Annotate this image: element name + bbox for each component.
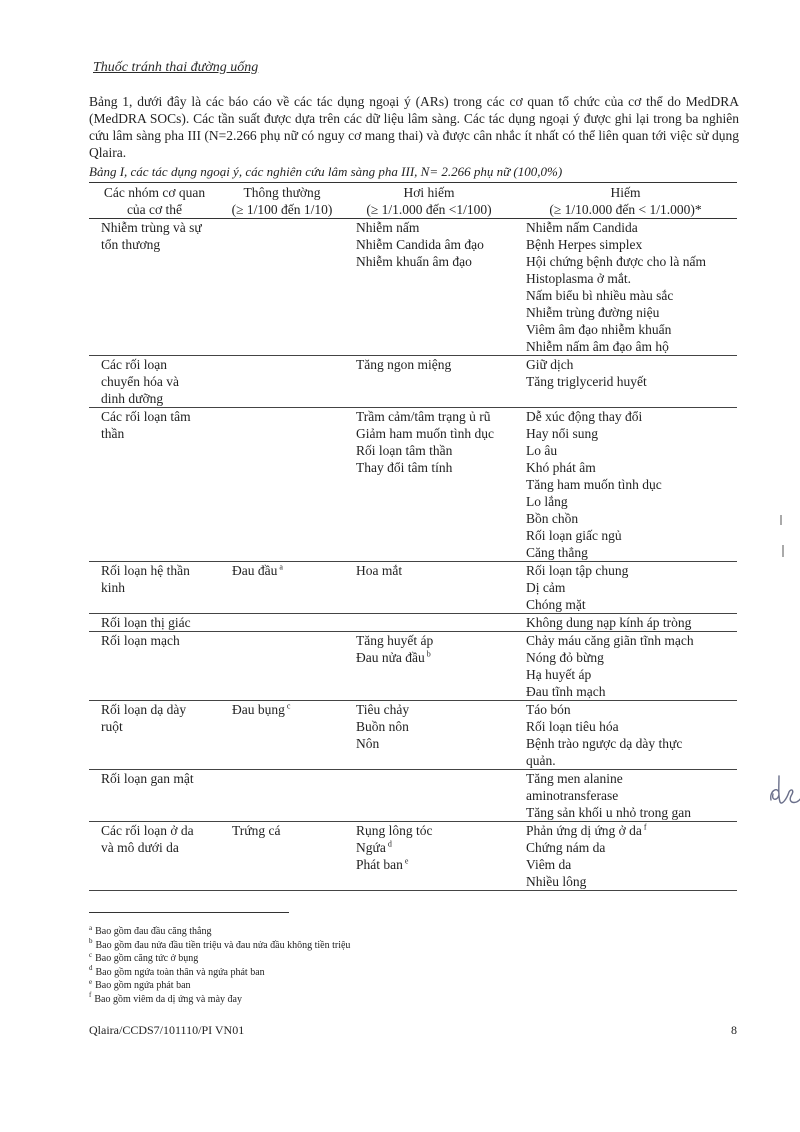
footnote-marker: a	[277, 562, 283, 572]
item-text: Chứng nám da	[526, 840, 606, 855]
table-header-row	[89, 183, 737, 219]
table-row	[89, 219, 737, 356]
item-text: Các rối loạn tâm	[101, 409, 191, 424]
footnote-item	[89, 993, 350, 1007]
header-uncommon	[344, 183, 514, 219]
item-text: Đau đầu	[232, 563, 278, 578]
item-text: Rối loạn mạch	[101, 633, 180, 648]
adverse-reaction-item	[526, 718, 735, 735]
organ-class-text	[101, 236, 218, 253]
item-text: Chóng mặt	[526, 597, 586, 612]
header-line: (≥ 1/1.000 đến <1/100)	[366, 202, 492, 217]
adverse-reaction-item	[526, 236, 735, 253]
item-text: Bồn chồn	[526, 511, 579, 526]
uncommon-cell	[344, 632, 514, 701]
header-organ-class	[89, 183, 220, 219]
footnote-text: Bao gồm đau nửa đầu tiền triệu và đau nửa đầu không tiền triệu	[95, 939, 351, 951]
adverse-reaction-item	[526, 527, 735, 544]
footnote-text: Bao gồm đau đầu căng thẳng	[95, 926, 212, 937]
organ-class-cell	[89, 562, 220, 614]
adverse-reactions-table	[89, 182, 737, 891]
organ-class-text	[101, 614, 218, 631]
common-cell	[220, 356, 344, 408]
organ-class-text	[101, 356, 218, 373]
footnote-item	[89, 979, 350, 993]
item-text: Lo lắng	[526, 494, 568, 509]
organ-class-cell	[89, 822, 220, 891]
organ-class-text	[101, 579, 218, 596]
adverse-reaction-item	[526, 321, 735, 338]
adverse-reaction-item	[526, 425, 735, 442]
table-row	[89, 770, 737, 822]
organ-class-cell	[89, 632, 220, 701]
item-text: Buồn nôn	[356, 719, 409, 734]
adverse-reaction-item	[356, 822, 512, 839]
common-cell	[220, 701, 344, 770]
item-text: Thay đổi tâm tính	[356, 460, 453, 475]
adverse-reaction-item	[356, 425, 512, 442]
adverse-reaction-item	[526, 287, 735, 304]
item-text: Phản ứng dị ứng ở da	[526, 823, 642, 838]
item-text: Rối loạn hệ thần	[101, 563, 190, 578]
item-text: Rụng lông tóc	[356, 823, 433, 838]
header-rare	[514, 183, 737, 219]
adverse-reaction-item	[526, 666, 735, 683]
footnote-marker: b	[424, 649, 431, 659]
item-text: Tiêu chảy	[356, 702, 410, 717]
item-text: Rối loạn gan mật	[101, 771, 194, 786]
adverse-reaction-item	[526, 873, 735, 890]
adverse-reaction-item	[526, 822, 735, 839]
item-text: Viêm âm đạo nhiễm khuẩn	[526, 322, 672, 337]
item-text: Nhiều lông	[526, 874, 587, 889]
footnote-divider	[89, 912, 289, 913]
rare-cell	[514, 219, 737, 356]
table-row	[89, 822, 737, 891]
item-text: ruột	[101, 719, 123, 734]
rare-cell	[514, 614, 737, 632]
adverse-reaction-item	[526, 459, 735, 476]
footnote-mark: f	[89, 991, 92, 1000]
adverse-reaction-item	[526, 562, 735, 579]
common-cell	[220, 408, 344, 562]
item-text: Dị cảm	[526, 580, 566, 595]
rare-cell	[514, 632, 737, 701]
adverse-reaction-item	[356, 735, 512, 752]
item-text: Nôn	[356, 736, 380, 751]
organ-class-text	[101, 390, 218, 407]
footnote-text: Bao gồm ngứa toàn thân và ngứa phát ban	[95, 966, 265, 978]
adverse-reaction-item	[232, 562, 342, 579]
common-cell	[220, 822, 344, 891]
item-text: Nhiễm khuẩn âm đạo	[356, 254, 472, 269]
header-line: Các nhóm cơ quan	[103, 185, 206, 200]
footnote-mark: a	[89, 923, 93, 932]
adverse-reaction-item	[526, 304, 735, 321]
uncommon-cell	[344, 822, 514, 891]
item-text: kinh	[101, 580, 126, 595]
organ-class-text	[101, 632, 218, 649]
footnote-text: Bao gồm viêm da dị ứng và mày đay	[94, 993, 242, 1005]
footnote-marker: c	[284, 701, 291, 711]
adverse-reaction-item	[526, 596, 735, 613]
header-line: của cơ thể	[126, 202, 183, 217]
organ-class-cell	[89, 408, 220, 562]
adverse-reaction-item	[356, 649, 512, 666]
adverse-reaction-item	[356, 253, 512, 270]
item-text: Đau tĩnh mạch	[526, 684, 606, 699]
adverse-reaction-item	[356, 356, 512, 373]
footnotes-list	[89, 925, 350, 1006]
adverse-reaction-item	[356, 219, 512, 236]
footnote-marker: e	[402, 856, 409, 866]
table-row	[89, 614, 737, 632]
item-text: Viêm da	[526, 857, 572, 872]
item-text: Trầm cảm/tâm trạng ủ rũ	[356, 409, 491, 424]
table-row	[89, 701, 737, 770]
handwritten-initials-signature	[765, 770, 800, 810]
adverse-reaction-item	[356, 442, 512, 459]
item-text: Bệnh Herpes simplex	[526, 237, 643, 252]
adverse-reaction-item	[526, 579, 735, 596]
intro-paragraph: Bảng 1, dưới đây là các báo cáo về các tác dụng ngoại ý (ARs) trong các cơ quan tổ chức của cơ thể do MedDRA (MedDRA SOCs). Các tần suất được dựa trên các dữ liệu lâm sàng. Các tác dụng ngoại ý được ghi lại trong ba nghiên cứu lâm sàng pha III (N=2.266 phụ nữ có nguy cơ mang thai) và được cân nhắc ít nhất có thể liên quan tới việc sử dụng Qlaira.	[89, 94, 739, 160]
footnote-text: Bao gồm ngứa phát ban	[95, 980, 191, 991]
table-row	[89, 408, 737, 562]
item-text: thần	[101, 426, 125, 441]
adverse-reaction-item	[356, 408, 512, 425]
item-text: Các rối loạn	[101, 357, 167, 372]
item-text: Tăng ngon miệng	[356, 357, 452, 372]
rare-cell	[514, 770, 737, 822]
item-text: Rối loạn dạ dày	[101, 702, 187, 717]
page-number: 8	[731, 1023, 737, 1037]
adverse-reaction-item	[526, 839, 735, 856]
item-text: Dễ xúc động thay đổi	[526, 409, 643, 424]
adverse-reaction-item	[232, 822, 342, 839]
common-cell	[220, 219, 344, 356]
item-text: Ngứa	[356, 840, 386, 855]
item-text: Không dung nạp kính áp tròng	[526, 615, 692, 630]
adverse-reaction-item	[526, 442, 735, 459]
document-code: Qlaira/CCDS7/101110/PI VN01	[89, 1023, 245, 1037]
uncommon-cell	[344, 562, 514, 614]
item-text: Bệnh trào ngược dạ dày thực	[526, 736, 683, 751]
uncommon-cell	[344, 219, 514, 356]
footnote-marker: f	[641, 822, 647, 832]
item-text: Rối loạn tiêu hóa	[526, 719, 619, 734]
item-text: Rối loạn thị giác	[101, 615, 191, 630]
item-text: Hay nổi sung	[526, 426, 598, 441]
footnote-text: Bao gồm căng tức ở bụng	[95, 953, 199, 964]
item-text: Giảm ham muốn tình dục	[356, 426, 494, 441]
adverse-reaction-item	[526, 356, 735, 373]
item-text: Hội chứng bệnh được cho là nấm	[526, 254, 706, 269]
item-text: tổn thương	[101, 237, 161, 252]
common-cell	[220, 770, 344, 822]
item-text: Trứng cá	[232, 823, 281, 838]
item-text: Khó phát âm	[526, 460, 596, 475]
adverse-reaction-item	[526, 632, 735, 649]
adverse-reaction-item	[526, 373, 735, 390]
item-text: Histoplasma ở mắt.	[526, 271, 632, 286]
table-row	[89, 632, 737, 701]
adverse-reaction-item	[526, 649, 735, 666]
item-text: Nhiễm nấm Candida	[526, 220, 638, 235]
adverse-reaction-item	[526, 338, 735, 355]
section-title: Thuốc tránh thai đường uống	[93, 60, 259, 75]
item-text: Nấm biểu bì nhiều màu sắc	[526, 288, 674, 303]
organ-class-text	[101, 839, 218, 856]
item-text: Nhiễm nấm	[356, 220, 420, 235]
item-text: Nhiễm Candida âm đạo	[356, 237, 484, 252]
footnote-mark: b	[89, 937, 93, 946]
item-text: Tăng men alanine	[526, 771, 623, 786]
adverse-reaction-item	[526, 614, 735, 631]
adverse-reaction-item	[526, 270, 735, 287]
table-caption: Bảng I, các tác dụng ngoại ý, các nghiên cứu lâm sàng pha III, N= 2.266 phụ nữ (100,0%)	[89, 164, 563, 179]
adverse-reaction-item	[526, 253, 735, 270]
adverse-reaction-item	[526, 219, 735, 236]
item-text: Nhiễm trùng và sự	[101, 220, 202, 235]
table-row	[89, 356, 737, 408]
adverse-reaction-item	[356, 839, 512, 856]
item-text: Hạ huyết áp	[526, 667, 592, 682]
item-text: Giữ dịch	[526, 357, 574, 372]
item-text: chuyển hóa và	[101, 374, 179, 389]
item-text: Căng thẳng	[526, 545, 588, 560]
adverse-reaction-item	[526, 544, 735, 561]
common-cell	[220, 614, 344, 632]
table-body	[89, 219, 737, 891]
scan-margin-mark	[782, 545, 784, 557]
adverse-reaction-item	[526, 701, 735, 718]
adverse-reaction-item	[356, 718, 512, 735]
adverse-reaction-item	[232, 701, 342, 718]
item-text: Nhiễm nấm âm đạo âm hộ	[526, 339, 669, 354]
item-text: Phát ban	[356, 857, 403, 872]
organ-class-cell	[89, 701, 220, 770]
footnote-mark: d	[89, 964, 93, 973]
rare-cell	[514, 562, 737, 614]
organ-class-cell	[89, 219, 220, 356]
item-text: Tăng triglycerid huyết	[526, 374, 647, 389]
footnote-item	[89, 952, 350, 966]
item-text: Đau nửa đầu	[356, 650, 425, 665]
footnote-mark: c	[89, 950, 93, 959]
item-text: aminotransferase	[526, 788, 619, 803]
footnote-mark: e	[89, 977, 93, 986]
item-text: Rối loạn tập chung	[526, 563, 629, 578]
organ-class-text	[101, 770, 218, 787]
footnote-item	[89, 966, 350, 980]
adverse-reaction-item	[526, 408, 735, 425]
header-line: Hơi hiếm	[403, 185, 455, 200]
common-cell	[220, 632, 344, 701]
organ-class-text	[101, 822, 218, 839]
adverse-reaction-item	[526, 493, 735, 510]
rare-cell	[514, 356, 737, 408]
header-line: Hiếm	[610, 185, 641, 200]
footnote-marker: d	[385, 839, 392, 849]
item-text: Đau bụng	[232, 702, 285, 717]
uncommon-cell	[344, 408, 514, 562]
item-text: Lo âu	[526, 443, 558, 458]
header-line: (≥ 1/10.000 đến < 1/1.000)*	[549, 202, 702, 217]
footnote-item	[89, 939, 350, 953]
adverse-reaction-item	[526, 752, 735, 769]
item-text: Hoa mắt	[356, 563, 403, 578]
item-text: dinh dưỡng	[101, 391, 164, 406]
organ-class-text	[101, 701, 218, 718]
item-text: Nhiễm trùng đường niệu	[526, 305, 660, 320]
uncommon-cell	[344, 614, 514, 632]
footnote-item	[89, 925, 350, 939]
item-text: và mô dưới da	[101, 840, 179, 855]
adverse-reaction-item	[356, 856, 512, 873]
adverse-reaction-item	[526, 683, 735, 700]
adverse-reaction-item	[356, 459, 512, 476]
organ-class-text	[101, 219, 218, 236]
organ-class-text	[101, 408, 218, 425]
uncommon-cell	[344, 701, 514, 770]
item-text: quản.	[526, 753, 556, 768]
item-text: Tăng sản khối u nhỏ trong gan	[526, 805, 691, 820]
common-cell	[220, 562, 344, 614]
organ-class-text	[101, 425, 218, 442]
item-text: Táo bón	[526, 702, 571, 717]
rare-cell	[514, 822, 737, 891]
organ-class-cell	[89, 614, 220, 632]
item-text: Rối loạn giấc ngủ	[526, 528, 622, 543]
organ-class-cell	[89, 356, 220, 408]
adverse-reaction-item	[526, 476, 735, 493]
header-line: (≥ 1/100 đến 1/10)	[231, 202, 333, 217]
table-row	[89, 562, 737, 614]
header-line: Thông thường	[243, 185, 321, 200]
adverse-reaction-item	[356, 632, 512, 649]
rare-cell	[514, 408, 737, 562]
adverse-reaction-item	[526, 770, 735, 787]
item-text: Rối loạn tâm thần	[356, 443, 453, 458]
scan-margin-mark	[780, 515, 782, 525]
item-text: Các rối loạn ở da	[101, 823, 194, 838]
adverse-reaction-item	[526, 804, 735, 821]
adverse-reaction-item	[356, 562, 512, 579]
adverse-reaction-item	[526, 787, 735, 804]
organ-class-cell	[89, 770, 220, 822]
organ-class-text	[101, 718, 218, 735]
item-text: Tăng huyết áp	[356, 633, 434, 648]
organ-class-text	[101, 562, 218, 579]
organ-class-text	[101, 373, 218, 390]
uncommon-cell	[344, 356, 514, 408]
adverse-reaction-item	[356, 236, 512, 253]
rare-cell	[514, 701, 737, 770]
item-text: Nóng đỏ bừng	[526, 650, 604, 665]
uncommon-cell	[344, 770, 514, 822]
adverse-reaction-item	[526, 856, 735, 873]
item-text: Chảy máu căng giãn tĩnh mạch	[526, 633, 694, 648]
adverse-reaction-item	[526, 735, 735, 752]
adverse-reaction-item	[356, 701, 512, 718]
item-text: Tăng ham muốn tình dục	[526, 477, 662, 492]
header-common	[220, 183, 344, 219]
adverse-reaction-item	[526, 510, 735, 527]
